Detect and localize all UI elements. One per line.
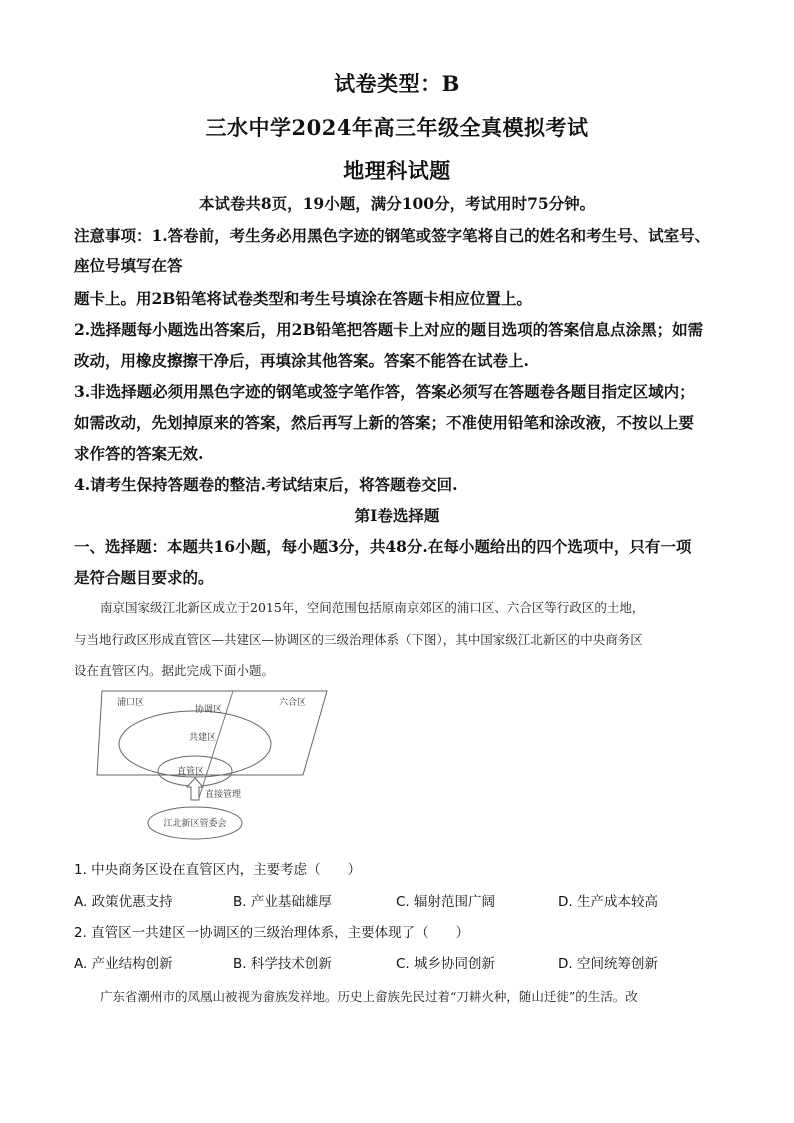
label-zhiguan: 直管区	[177, 767, 205, 777]
question-2-option-b[interactable]: B. 科学技术创新	[233, 956, 332, 972]
label-liuhe: 六合区	[279, 698, 307, 708]
notes-line-5: 改动，用橡皮擦擦干净后，再填涂其他答案。答案不能答在试卷上.	[74, 351, 529, 370]
question-1-option-d[interactable]: D. 生产成本较高	[558, 894, 658, 910]
notes-line-9: 4.请考生保持答题卷的整洁.考试结束后，将答题卷交回.	[74, 475, 458, 494]
notes-line-4: 2.选择题每小题选出答案后，用2B铅笔把答题卡上对应的题目选项的答案信息点涂黑；如需	[74, 320, 704, 339]
notes-line-7: 如需改动，先划掉原来的答案，然后再写上新的答案；不准使用铅笔和涂改液，不按以上要	[74, 413, 695, 432]
label-direct: 直接管理	[205, 790, 242, 800]
notes-line-2: 座位号填写在答	[74, 256, 183, 275]
label-gongjian: 共建区	[189, 733, 217, 743]
notes-line-8: 求作答的答案无效.	[74, 444, 204, 463]
section-intro-2: 是符合题目要求的。	[74, 568, 214, 587]
question-1-option-c[interactable]: C. 辐射范围广阔	[396, 894, 496, 910]
label-pukou: 浦口区	[117, 698, 145, 708]
passage1-line-3: 设在直管区内。据此完成下面小题。	[74, 663, 275, 678]
notes-line-6: 3.非选择题必须用黑色字迹的钢笔或签字笔作答，答案必须写在答题卷各题目指定区域内；	[74, 382, 695, 401]
question-2-option-a[interactable]: A. 产业结构创新	[74, 956, 173, 972]
arrow-icon	[187, 778, 203, 800]
subject-title: 地理科试题	[343, 158, 451, 183]
section-intro-1: 一、选择题：本题共16小题，每小题3分，共48分.在每小题给出的四个选项中，只有一项	[74, 537, 692, 556]
question-2-option-d[interactable]: D. 空间统筹创新	[558, 956, 658, 972]
governance-diagram	[95, 688, 335, 848]
question-2-stem: 2. 直管区一共建区一协调区的三级治理体系，主要体现了（ ）	[74, 925, 470, 941]
passage1-line-1: 南京国家级江北新区成立于2015年，空间范围包括原南京郊区的浦口区、六合区等行政区的土地，	[100, 600, 645, 615]
exam-title: 三水中学2024年高三年级全真模拟考试	[205, 115, 589, 140]
question-2-option-c[interactable]: C. 城乡协同创新	[396, 956, 496, 972]
section-title: 第Ⅰ卷选择题	[354, 506, 440, 525]
exam-info: 本试卷共8页，19小题，满分100分，考试用时75分钟。	[198, 194, 596, 213]
notes-line-3: 题卡上。用2B铅笔将试卷类型和考生号填涂在答题卡相应位置上。	[74, 289, 532, 308]
paper-type: 试卷类型：B	[334, 71, 460, 96]
passage1-line-2: 与当地行政区形成直管区—共建区—协调区的三级治理体系（下图），其中国家级江北新区的中央商务区	[74, 632, 643, 647]
notes-line-1: 注意事项：1.答卷前，考生务必用黑色字迹的钢笔或签字笔将自己的姓名和考生号、试室号、	[74, 226, 711, 245]
label-committee: 江北新区管委会	[163, 819, 227, 829]
question-1-option-b[interactable]: B. 产业基础雄厚	[233, 894, 332, 910]
label-xietiao: 协调区	[195, 705, 223, 715]
question-1-option-a[interactable]: A. 政策优惠支持	[74, 894, 173, 910]
question-1-stem: 1. 中央商务区设在直管区内，主要考虑（ ）	[74, 862, 362, 878]
passage2-line-1: 广东省潮州市的凤凰山被视为畲族发祥地。历史上畲族先民过着“刀耕火种，随山迁徙”的生活。改	[100, 989, 638, 1004]
